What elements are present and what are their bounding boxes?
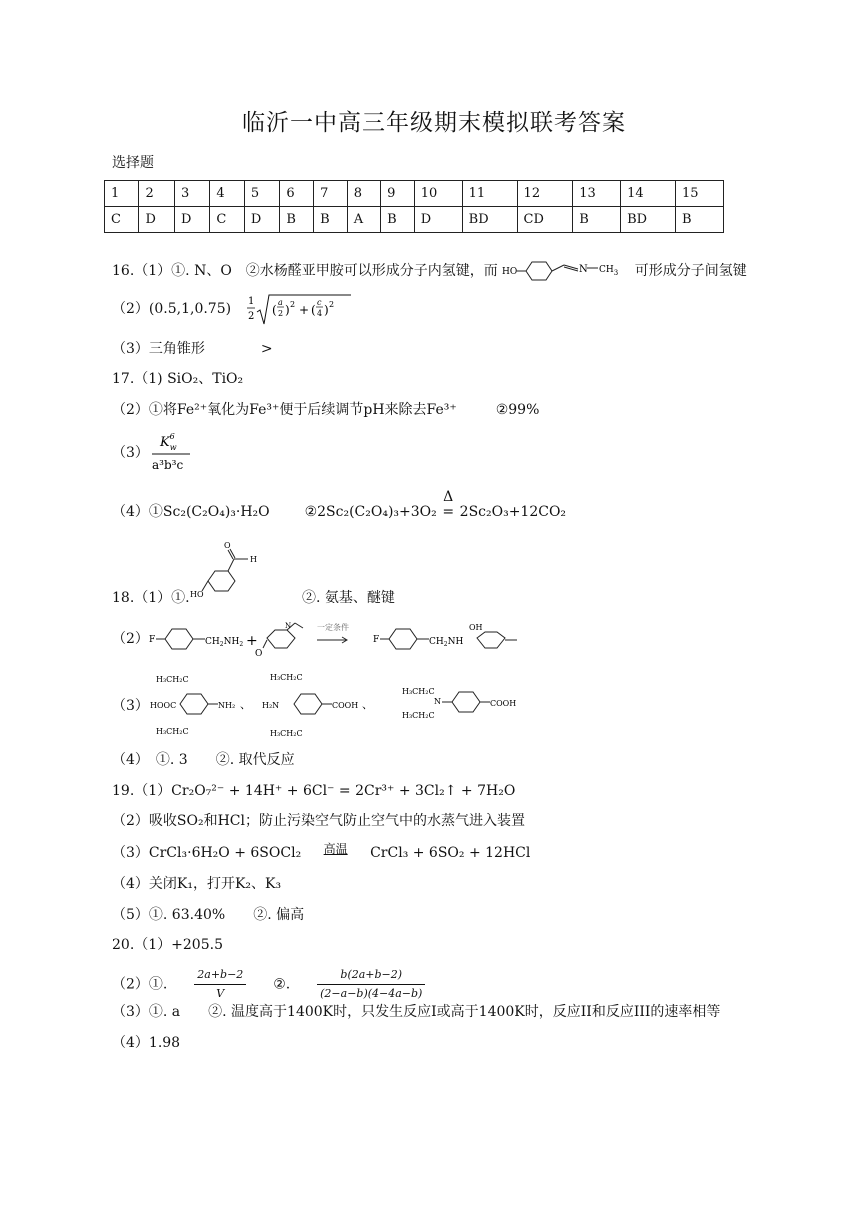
cell: 3 [174, 181, 209, 207]
q17-4a: （4）①Sc₂(C₂O₄)₃·H₂O [112, 504, 270, 520]
q17-line4 [112, 489, 567, 521]
cell: 6 [280, 181, 314, 207]
q16-line1 [112, 262, 747, 280]
separator: 、 [362, 698, 373, 711]
formula-glyph: 2 [248, 311, 255, 322]
q17-4b: ②2Sc₂(C₂O₄)₃+3O₂ [304, 504, 437, 520]
q19-3b: CrCl₃ + 6SO₂ + 12HCl [370, 845, 531, 861]
high-temp-condition: 高温 [323, 842, 348, 856]
mol-label: $CH_2NH$ [429, 637, 464, 648]
section-heading: 选择题 [112, 155, 154, 171]
mol-label: $CH_2NH_2$ [205, 637, 244, 648]
formula-glyph: ( [272, 303, 277, 317]
benzene-ring [294, 694, 322, 714]
table-row-numbers [105, 181, 724, 207]
benzene-ring [180, 694, 208, 714]
q19-line4: （4）关闭K₁，打开K₂、K₃ [112, 876, 282, 892]
mol-bond [263, 640, 267, 648]
benzene-ring [526, 262, 552, 280]
q20-2a: （2）①. [112, 976, 168, 993]
cell: 7 [314, 181, 348, 207]
formula-glyph: 2 [278, 309, 284, 318]
kw-fraction [150, 430, 200, 474]
cell: 12 [517, 181, 573, 207]
mol-label: HO [190, 590, 204, 599]
cell: D [244, 207, 279, 233]
q19-line5: （5）①. 63.40% ②. 偏高 [112, 907, 305, 923]
cell: CD [517, 207, 573, 233]
formula-glyph: c [317, 298, 322, 307]
cell: 5 [244, 181, 279, 207]
mol-n-label: N [579, 264, 589, 275]
mol-label: HOOC [150, 701, 177, 710]
q19-3a: （3）CrCl₃·6H₂O + 6SOCl₂ [112, 845, 302, 861]
mol-label: H₂N [262, 701, 280, 710]
q16-coords: （2）(0.5,1,0.75) [112, 301, 232, 317]
q20-line3: （3）①. a ②. 温度高于1400K时，只发生反应I或高于1400K时，反应II和反应III的速率相等 [112, 1004, 721, 1020]
q19-line2: （2）吸收SO₂和HCl；防止污染空气防止空气中的水蒸气进入装置 [112, 813, 525, 829]
cell: 11 [462, 181, 517, 207]
mol-label: N [434, 697, 441, 706]
plus-sign: + [246, 633, 258, 649]
cell: C [105, 207, 139, 233]
cell: D [139, 207, 174, 233]
q20-line1: 20.（1）+205.5 [112, 937, 223, 953]
benzene-ring [389, 629, 417, 649]
formula-glyph: + [299, 303, 310, 317]
mol-label: H₃CH₂C [156, 727, 189, 736]
q16-line3: （3）三角锥形 > [112, 341, 273, 357]
cell: 10 [414, 181, 462, 207]
q19-line3 [112, 844, 530, 862]
page-title: 临沂一中高三年级期末模拟联考答案 [242, 110, 626, 136]
imine-molecule-drawing [502, 258, 630, 282]
reaction-scheme [145, 618, 545, 668]
mol-label: OH [469, 623, 483, 632]
q18-line1-a: 18.（1）①. [112, 590, 190, 606]
formula-glyph: 4 [317, 309, 323, 318]
formula-glyph: a [278, 298, 283, 307]
answer-table [104, 180, 724, 233]
kw-num: $K_w6$ [160, 432, 177, 452]
q19-line1: 19.（1）Cr₂O₇²⁻ + 14H⁺ + 6Cl⁻ = 2Cr³⁺ + 3Cl₂↑ + 7H₂O [112, 783, 516, 799]
q18-line2-label: （2） [112, 631, 149, 647]
formula-glyph: 2 [329, 300, 335, 309]
mol-bond [295, 623, 303, 628]
rate-fraction [194, 966, 246, 1003]
formula-glyph: 2 [290, 300, 296, 309]
q18-line3-label: （3） [112, 698, 149, 714]
q16-line2 [112, 300, 231, 318]
mol-label: COOH [490, 699, 517, 708]
cell: BD [462, 207, 517, 233]
mol-label: F [149, 635, 156, 645]
formula-glyph: 1 [248, 296, 255, 307]
q17-4c: 2Sc₂O₃+12CO₂ [459, 504, 567, 520]
mol-bond [228, 550, 233, 559]
piperidine-ring [477, 632, 505, 648]
cell: B [573, 207, 621, 233]
mol-bond [564, 267, 578, 271]
separator: 、 [240, 698, 251, 711]
mol-ch3-label: $CH_3$ [599, 265, 619, 277]
cell: B [280, 207, 314, 233]
cell: 13 [573, 181, 621, 207]
mol-bond [228, 559, 234, 571]
cell: D [174, 207, 209, 233]
formula-glyph: ( [311, 303, 316, 317]
q16-text-b: 可形成分子间氢键 [634, 263, 747, 279]
k-fraction [317, 966, 425, 1003]
benzene-ring [165, 629, 193, 649]
q17-line1: 17.（1) SiO₂、TiO₂ [112, 371, 244, 387]
cell: D [414, 207, 462, 233]
cell: 2 [139, 181, 174, 207]
q17-text-a: （2）①将Fe²⁺氧化为Fe³⁺便于后续调节pH来除去Fe³⁺ [112, 402, 457, 418]
cell: 1 [105, 181, 139, 207]
mol-label: H₃CH₂C [402, 687, 435, 696]
cell: 15 [676, 181, 724, 207]
mol-label: H [250, 555, 257, 564]
isomer-structures [148, 672, 548, 742]
cell: 14 [621, 181, 676, 207]
mol-label: COOH [332, 701, 359, 710]
cell: B [314, 207, 348, 233]
mol-label: H₃CH₂C [270, 729, 303, 738]
mol-label: F [373, 635, 380, 645]
equals-sign: = [442, 504, 455, 520]
imine-structure [502, 262, 630, 280]
benzene-ring [452, 692, 480, 712]
kw-den: a³b³c [152, 458, 184, 472]
formula-glyph: ) [324, 303, 329, 317]
hydroxybenzaldehyde-structure [188, 541, 278, 605]
rate-numerator: 2a+b−2 [194, 966, 246, 985]
q16-text-a: 16.（1）①. N、O ②水杨醛亚甲胺可以形成分子内氢键，而 [112, 263, 498, 279]
table-row-answers [105, 207, 724, 233]
benzene-ring [208, 571, 235, 591]
delta-symbol: Δ [443, 489, 454, 505]
cell: 9 [381, 181, 415, 207]
heat-condition [441, 489, 455, 521]
cell: 8 [347, 181, 380, 207]
q20-line2 [112, 966, 425, 1000]
q18-line4: （4） ①. 3 ②. 取代反应 [112, 752, 295, 768]
mol-label: H₃CH₂C [402, 711, 435, 720]
rate-denominator: V [216, 987, 225, 1000]
mol-label: NH₂ [218, 701, 236, 710]
reaction-condition: 一定条件 [317, 623, 349, 632]
q20-2b: ②. [273, 976, 291, 993]
q17-line3-label: （3） [112, 445, 149, 461]
mol-label: N [285, 622, 292, 630]
q17-text-b: ②99% [495, 402, 540, 418]
cell: B [381, 207, 415, 233]
sqrt-formula [246, 292, 366, 328]
q20-line4: （4）1.98 [112, 1035, 181, 1051]
mol-label: O [255, 649, 263, 659]
mol-bond [564, 265, 578, 269]
mol-ho-label: HO [502, 267, 518, 277]
mol-label: O [224, 541, 231, 550]
piperidinone-ring [267, 630, 295, 648]
k-denominator: (2−a−b)(4−4a−b) [320, 987, 423, 1000]
k-numerator: b(2a+b−2) [317, 966, 425, 985]
mol-label: H₃CH₂C [156, 675, 189, 684]
mol-bond [230, 549, 235, 558]
cell: BD [621, 207, 676, 233]
q17-line2 [112, 401, 539, 419]
mol-bond [552, 265, 564, 271]
cell: B [676, 207, 724, 233]
formula-glyph: ) [285, 303, 290, 317]
mol-label: H₃CH₂C [270, 673, 303, 682]
cell: C [210, 207, 244, 233]
q18-line1-b: ②. 氨基、醚键 [302, 590, 395, 606]
cell: A [347, 207, 380, 233]
cell: 4 [210, 181, 244, 207]
